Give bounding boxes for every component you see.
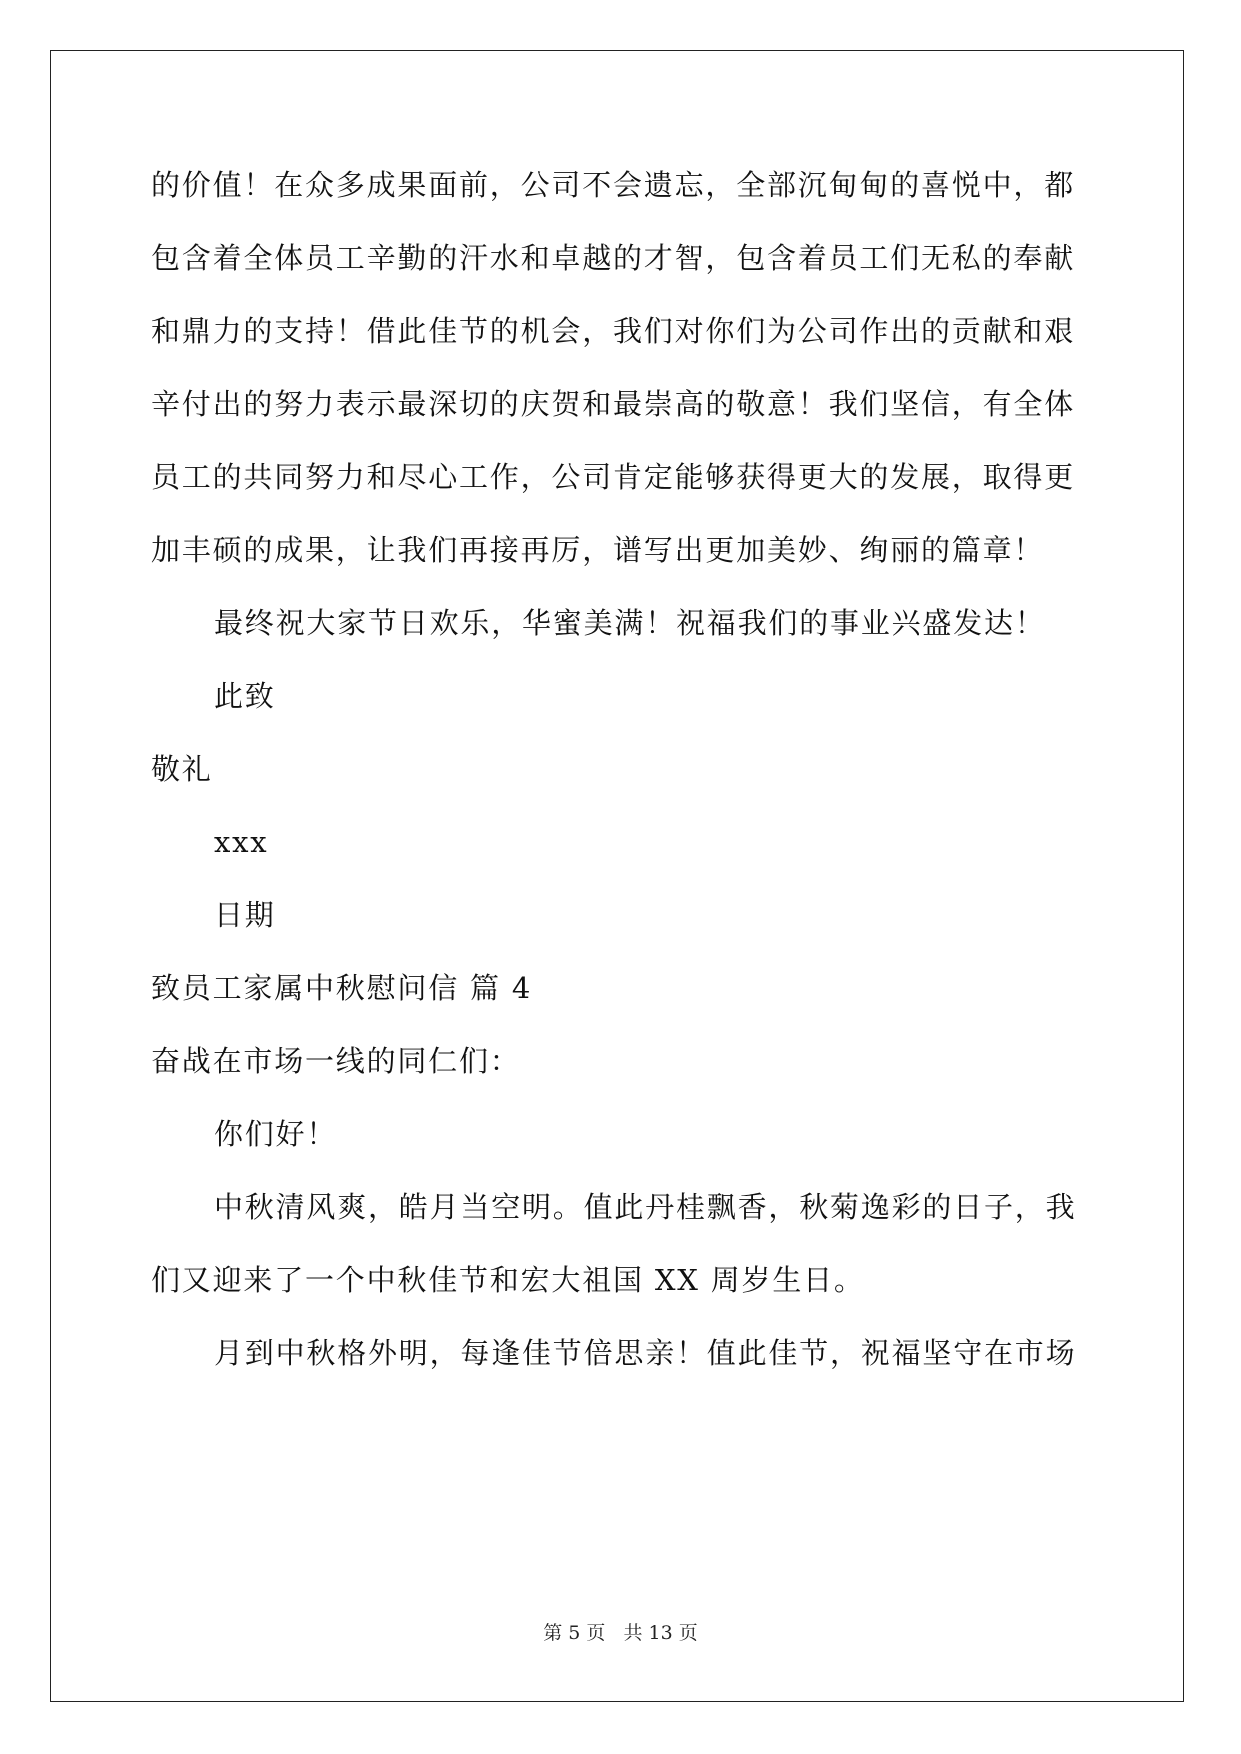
paragraph-line: 包含着全体员工辛勤的汗水和卓越的才智，包含着员工们无私的奉献 xyxy=(151,241,1076,275)
paragraph-line: 加丰硕的成果，让我们再接再厉，谱写出更加美妙、绚丽的篇章！ xyxy=(151,533,1045,567)
paragraph-line: 中秋清风爽，皓月当空明。值此丹桂飘香，秋菊逸彩的日子，我 xyxy=(214,1190,1077,1224)
letter-addressee: 奋战在市场一线的同仁们： xyxy=(151,1044,521,1078)
paragraph-line: 和鼎力的支持！借此佳节的机会，我们对你们为公司作出的贡献和艰 xyxy=(151,314,1076,348)
salutation-jingli: 敬礼 xyxy=(151,752,213,786)
page-border xyxy=(50,50,1184,1702)
paragraph-line: 的价值！在众多成果面前，公司不会遗忘，全部沉甸甸的喜悦中，都 xyxy=(151,168,1076,202)
paragraph-line: 月到中秋格外明，每逢佳节倍思亲！值此佳节，祝福坚守在市场 xyxy=(214,1336,1077,1370)
paragraph-line: 辛付出的努力表示最深切的庆贺和最崇高的敬意！我们坚信，有全体 xyxy=(151,387,1076,421)
greeting: 你们好！ xyxy=(214,1117,338,1151)
closing-wish: 最终祝大家节日欢乐，华蜜美满！祝福我们的事业兴盛发达！ xyxy=(214,606,1046,640)
paragraph-line: 员工的共同努力和尽心工作，公司肯定能够获得更大的发展，取得更 xyxy=(151,460,1076,494)
section-heading: 致员工家属中秋慰问信 篇 4 xyxy=(151,971,533,1005)
paragraph-line: 们又迎来了一个中秋佳节和宏大祖国 XX 周岁生日。 xyxy=(151,1263,865,1297)
salutation-cizhi: 此致 xyxy=(214,679,276,713)
signature-name: xxx xyxy=(214,825,269,859)
page-footer: 第 5 页 共 13 页 xyxy=(543,1622,698,1644)
signature-date: 日期 xyxy=(214,898,276,932)
